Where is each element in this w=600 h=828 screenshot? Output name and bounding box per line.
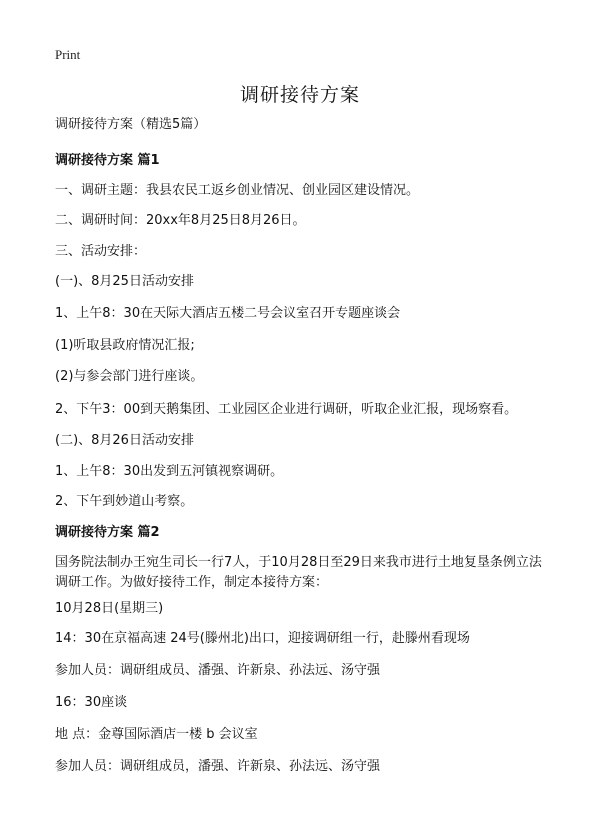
- paragraph: 2、下午3：00到天鹅集团、工业园区企业进行调研，听取企业汇报，现场察看。: [55, 402, 518, 417]
- paragraph: 参加人员：调研组成员、潘强、许新泉、孙法远、汤守强: [55, 663, 381, 678]
- section-1-heading: 调研接待方案 篇1: [55, 153, 160, 168]
- paragraph: 参加人员：调研组成员，潘强、许新泉、孙法远、汤守强: [55, 759, 381, 774]
- paragraph: (2)与参会部门进行座谈。: [55, 369, 204, 384]
- paragraph: 三、活动安排：: [55, 244, 147, 259]
- paragraph: (1)听取县政府情况汇报;: [55, 338, 195, 353]
- paragraph: 二、调研时间：20xx年8月25日8月26日。: [55, 213, 306, 228]
- paragraph: 10月28日(星期三): [55, 601, 164, 616]
- paragraph: 一、调研主题：我县农民工返乡创业情况、创业园区建设情况。: [55, 183, 420, 198]
- paragraph: 16：30座谈: [55, 695, 128, 710]
- paragraph: 14：30在京福高速 24号(滕州北)出口，迎接调研组一行，赴滕州看现场: [55, 631, 470, 646]
- paragraph: 1、上午8：30在天际大酒店五楼二号会议室召开专题座谈会: [55, 306, 401, 321]
- paragraph: 2、下午到妙道山考察。: [55, 494, 194, 509]
- print-link[interactable]: Print: [55, 47, 81, 62]
- section-2-intro: 国务院法制办王宛生司长一行7人，于10月28日至29日来我市进行土地复垦条例立法调研工作。为做好接待工作，制定本接待方案：: [55, 555, 542, 590]
- paragraph: (一)、8月25日活动安排: [55, 274, 194, 289]
- paragraph: 地 点：金尊国际酒店一楼 b 会议室: [55, 727, 258, 742]
- document-title: 调研接待方案: [239, 84, 360, 106]
- paragraph: (二)、8月26日活动安排: [55, 433, 194, 448]
- section-2-heading: 调研接待方案 篇2: [55, 525, 160, 540]
- document-subtitle: 调研接待方案（精选5篇）: [55, 117, 207, 132]
- paragraph: 1、上午8：30出发到五河镇视察调研。: [55, 464, 284, 479]
